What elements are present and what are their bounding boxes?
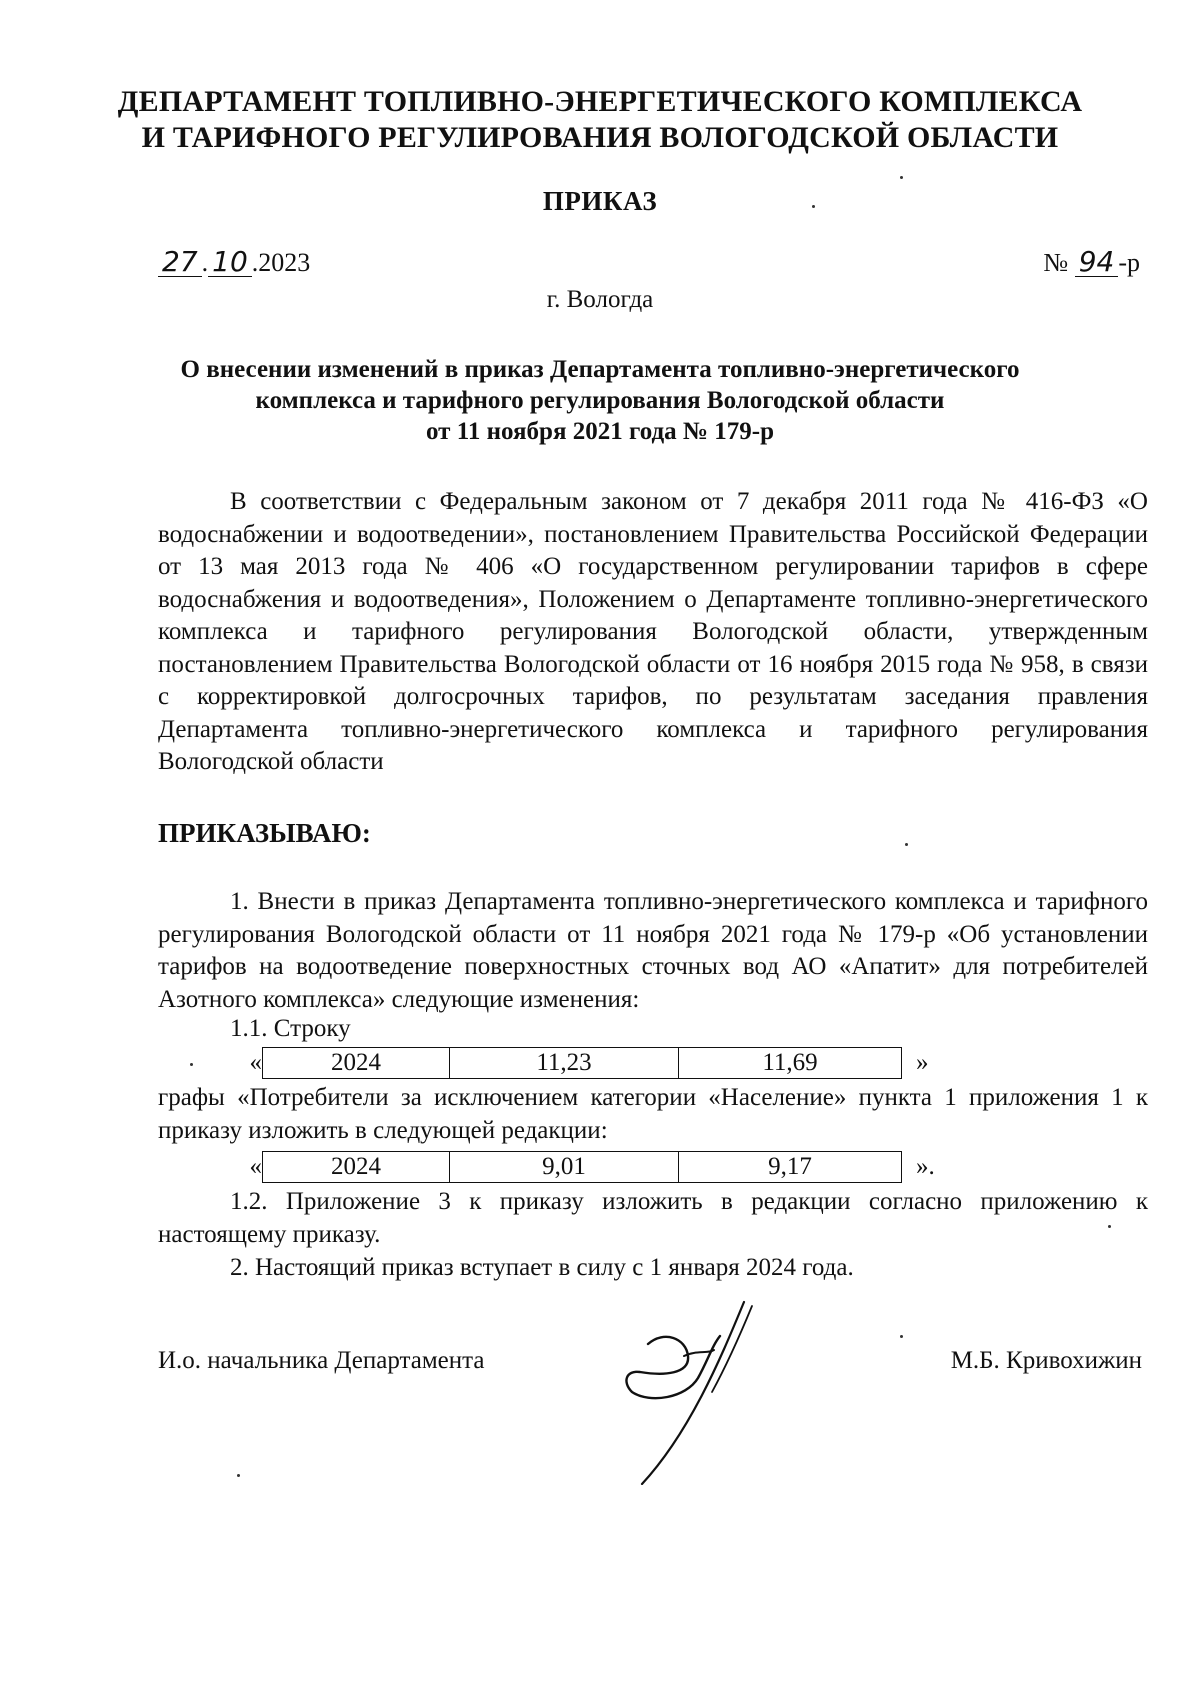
quote-open: «	[249, 1153, 262, 1180]
scan-speck	[905, 843, 908, 846]
number-suffix: -р	[1118, 248, 1140, 277]
document-date: 27 . 10 .2023	[158, 248, 310, 278]
subject-line-1: О внесении изменений в приказ Департамента топливно-энергетического	[180, 356, 1020, 383]
date-day-handwritten: 27	[158, 248, 202, 277]
table-row	[263, 1048, 902, 1079]
scan-speck	[237, 1474, 240, 1477]
item-2-paragraph: 2. Настоящий приказ вступает в силу с 1 января 2024 года.	[230, 1254, 854, 1281]
quote-close: ».	[916, 1153, 935, 1180]
signatory-name: М.Б. Кривохижин	[950, 1347, 1142, 1374]
subject-line-3: от 11 ноября 2021 года № 179-р	[426, 418, 774, 445]
table-cell-value-2: 11,69	[679, 1048, 902, 1079]
table-cell-year: 2024	[263, 1152, 450, 1183]
document-city: г. Вологда	[546, 286, 654, 313]
tariff-table-new	[262, 1151, 902, 1183]
scan-speck	[190, 1063, 193, 1066]
scan-speck	[1108, 1225, 1111, 1228]
document-number	[1043, 245, 1140, 278]
header-line-2: И ТАРИФНОГО РЕГУЛИРОВАНИЯ ВОЛОГОДСКОЙ ОБЛАСТИ	[141, 121, 1059, 154]
table-cell-value-1: 9,01	[450, 1152, 679, 1183]
header-line-1: ДЕПАРТАМЕНТ ТОПЛИВНО-ЭНЕРГЕТИЧЕСКОГО КОМПЛЕКСА	[117, 85, 1083, 118]
item-1-2-paragraph: 1.2. Приложение 3 к приказу изложить в редакции согласно приложению к настоящему приказу.	[158, 1188, 1148, 1248]
quote-close: »	[916, 1049, 929, 1076]
table-cell-value-1: 11,23	[450, 1048, 679, 1079]
scan-speck	[900, 176, 903, 179]
table-cell-year: 2024	[263, 1048, 450, 1079]
middle-paragraph: графы «Потребители за исключением категории «Население» пункта 1 приложения 1 к приказу изложить в следующей редакции:	[158, 1084, 1148, 1144]
date-month-handwritten: 10	[208, 248, 252, 277]
document-subject	[0, 354, 1200, 447]
document-type: ПРИКАЗ	[542, 186, 658, 216]
tariff-table-old	[262, 1047, 902, 1079]
subject-line-2: комплекса и тарифного регулирования Вологодской области	[255, 387, 945, 414]
table-cell-value-2: 9,17	[679, 1152, 902, 1183]
order-word: ПРИКАЗЫВАЮ:	[158, 818, 371, 848]
signatory-position: И.о. начальника Департамента	[158, 1347, 485, 1374]
preamble-paragraph: В соответствии с Федеральным законом от 7 декабря 2011 года № 416-ФЗ «О водоснабжении и водоотведении», постановлением Правительства Российской Федерации от 13 мая 2013 года № 406 «О государственном регулировании тарифов в сфере водоснабжения и водоотведения», Положением о Департаменте топливно-энергетического комплекса и тарифного регулирования Вологодской области, утвержденным постановлением Правительства Вологодской области от 16 ноября 2015 года № 958, в связи с корректировкой долгосрочных тарифов, по результатам заседания правления Департамента топливно-энергетического комплекса и тарифного регулирования Вологодской области	[158, 488, 1148, 775]
date-year: .2023	[251, 248, 311, 277]
handwritten-signature	[620, 1300, 820, 1485]
tariff-row-old	[236, 1046, 929, 1080]
item-1-paragraph: 1. Внести в приказ Департамента топливно-энергетического комплекса и тарифного регулирования Вологодской области от 11 ноября 2021 года № 179-р «Об установлении тарифов на водоотведение поверхностных сточных вод АО «Апатит» для потребителей Азотного комплекса» следующие изменения:	[158, 888, 1148, 1013]
item-1-1-label: 1.1. Строку	[230, 1015, 351, 1042]
scan-speck	[812, 205, 815, 208]
number-sign: №	[1043, 248, 1069, 277]
table-row	[263, 1152, 902, 1183]
tariff-row-new	[236, 1150, 935, 1184]
number-handwritten: 94	[1075, 248, 1119, 277]
quote-open: «	[249, 1049, 262, 1076]
department-header	[0, 84, 1200, 156]
scan-speck	[900, 1335, 903, 1338]
